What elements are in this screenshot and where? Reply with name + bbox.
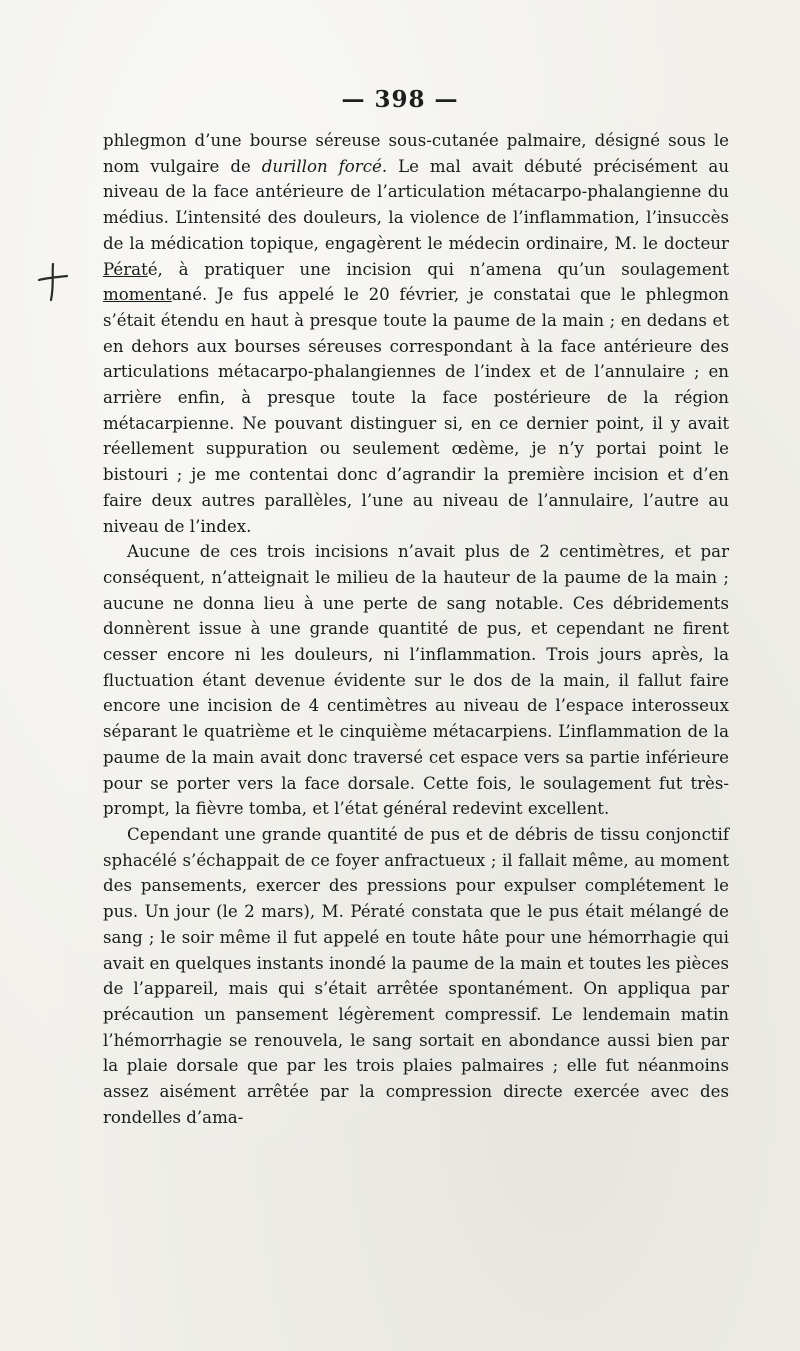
text-run: phlegmon d’une bourse séreuse sous-cutanée palmaire, désigné sous le nom vulgaire de	[103, 131, 729, 176]
paragraph	[103, 539, 729, 822]
underlined-text: moment	[103, 285, 172, 305]
underlined-text: Pérat	[103, 259, 148, 279]
italic-text: durillon forcé	[261, 156, 382, 176]
text-run: ané. Je fus appelé le 20 février, je constatai que le phlegmon s’était étendu en haut à presque toute la paume de la main ; en dedans et en dehors aux bourses séreuses correspondant à la face antérieure des articulations métacarpo-phalangiennes de l’index et de l’annulaire ; en arrière enfin, à presque toute la face postérieure de la région métacarpienne. Ne pouvant distinguer si, en ce dernier point, il y avait réellement suppuration ou seulement œdème, je n’y portai point le bistouri ; je me contentai donc d’agrandir la première incision et d’en faire deux autres parallèles, l’une au niveau de l’annulaire, l’autre au niveau de l’index.	[103, 285, 729, 536]
paragraph	[103, 822, 729, 1130]
text-run: Aucune de ces trois incisions n’avait plus de 2 centimètres, et par conséquent, n’atteignait le milieu de la hauteur de la paume de la main ; aucune ne donna lieu à une perte de sang notable. Ces débridements donnèrent issue à une grande quantité de pus, et cependant ne firent cesser encore ni les douleurs, ni l’inflammation. Trois jours après, la fluctuation étant devenue évidente sur le dos de la main, il fallut faire encore une incision de 4 centimètres au niveau de l’espace interosseux séparant le quatrième et le cinquième métacarpiens. L’inflammation de la paume de la main avait donc traversé cet espace vers sa partie inférieure pour se porter vers la face dorsale. Cette fois, le soulagement fut très-prompt, la fièvre tomba, et l’état général redevint excellent.	[103, 542, 729, 819]
text-run: é, à pratiquer une incision qui n’amena qu’un soulagement	[147, 259, 729, 279]
text-run: . Le mal avait débuté précisément au niveau de la face antérieure de l’articulation métacarpo-phalangienne du médius. L’intensité des douleurs, la violence de l’inflammation, l’insuccès de la médication topique, engagèrent le médecin ordinaire, M. le docteur	[103, 156, 730, 253]
paragraph	[103, 128, 729, 539]
text-run: Cependant une grande quantité de pus et de débris de tissu conjonctif sphacélé s’échappait de ce foyer anfractueux ; il fallait même, au moment des pansements, exercer des pressions pour expulser complétement le pus. Un jour (le 2 mars), M. Pératé constata que le pus était mélangé de sang ; le soir même il fut appelé en toute hâte pour une hémorrhagie qui avait en quelques instants inondé la paume de la main et toutes les pièces de l’appareil, mais qui s’était arrêtée spontanément. On appliqua par précaution un pansement légèrement compressif. Le lendemain matin l’hémorrhagie se renouvela, le sang sortait en abondance aussi bien par la plaie dorsale que par les trois plaies palmaires ; elle fut néanmoins assez aisément arrêtée par la compression directe exercée avec des rondelles d’ama-	[103, 824, 729, 1127]
plus-mark-icon	[36, 262, 70, 302]
body-text	[103, 128, 729, 1130]
page-number: — 398 —	[341, 86, 459, 113]
